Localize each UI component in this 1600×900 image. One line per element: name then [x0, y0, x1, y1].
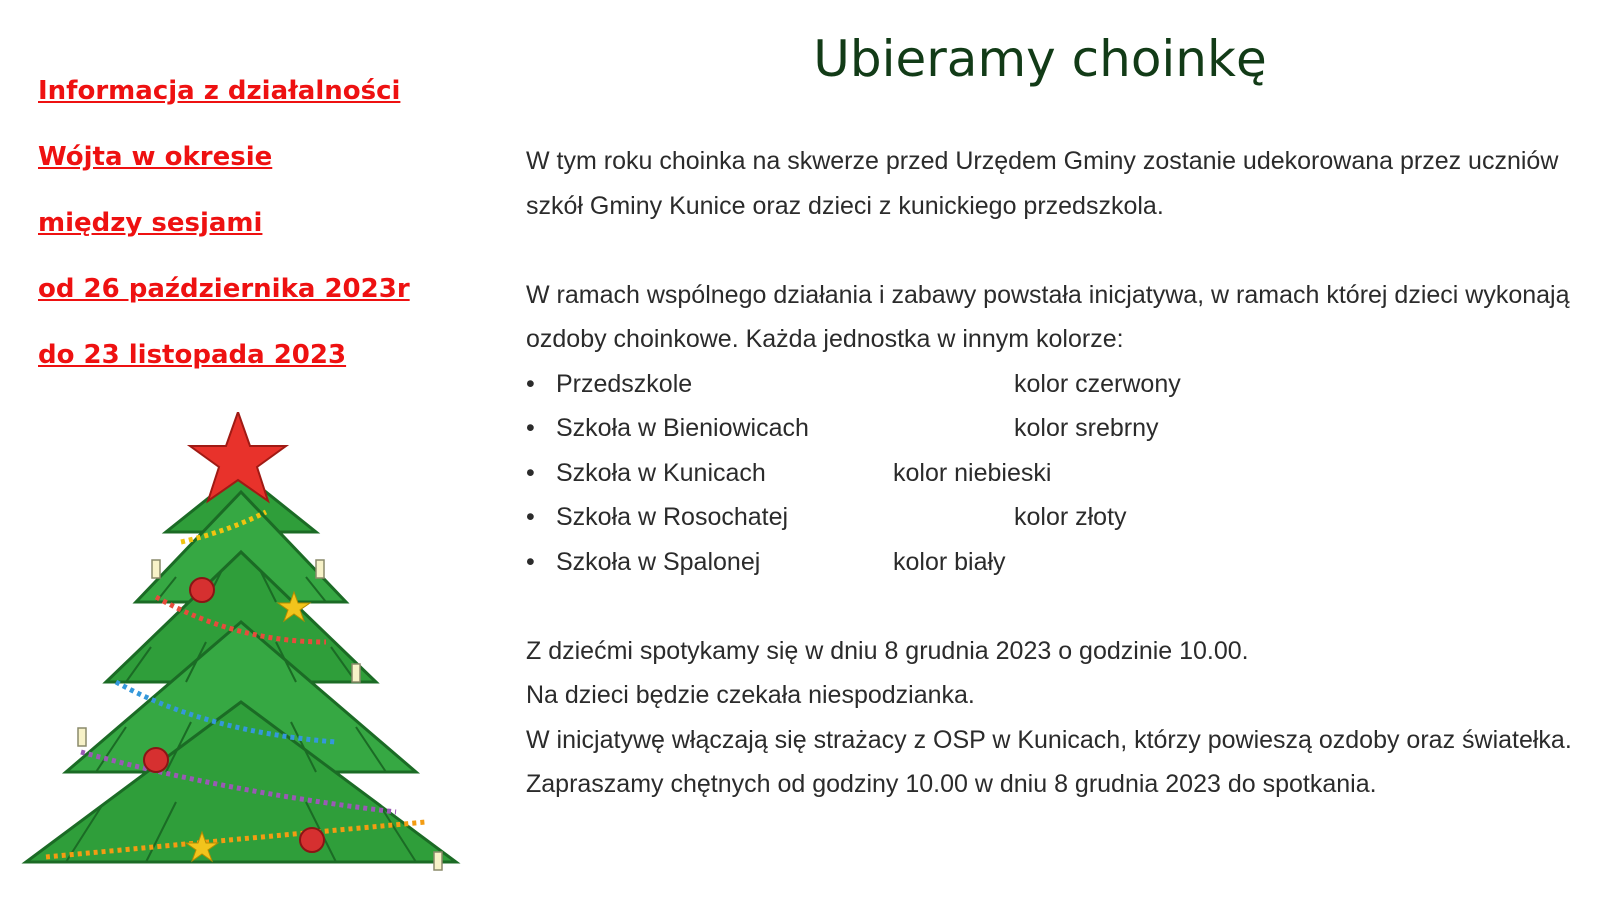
closing-line-3: W inicjatywę włączają się strażacy z OSP w Kunicach, którzy powieszą ozdoby oraz światełka. — [526, 725, 1572, 754]
list-item — [526, 495, 1576, 540]
units-list — [526, 362, 1576, 585]
unit-color: kolor niebieski — [893, 458, 1052, 487]
unit-color: kolor biały — [893, 547, 1006, 576]
bullet: • — [526, 547, 535, 576]
tree-body — [26, 472, 456, 862]
unit-name: Szkoła w Rosochatej — [556, 503, 789, 531]
unit-name: Przedszkole — [556, 369, 693, 398]
bullet: • — [526, 503, 535, 531]
list-item — [526, 406, 1576, 451]
list-item — [526, 540, 1576, 585]
christmas-tree-icon — [6, 412, 476, 882]
sidebar-line-4: od 26 października 2023r — [38, 274, 410, 304]
unit-color: kolor złoty — [1014, 503, 1127, 531]
sidebar-line-2: Wójta w okresie — [38, 142, 273, 172]
sidebar-line-3: między sesjami — [38, 208, 263, 238]
sidebar-line-1: Informacja z działalności — [38, 76, 401, 106]
intro-line-2: szkół Gminy Kunice oraz dzieci z kunickiego przedszkola. — [526, 191, 1164, 220]
bullet: • — [526, 458, 535, 487]
unit-color: kolor srebrny — [1014, 414, 1159, 442]
closing-line-2: Na dzieci będzie czekała niespodzianka. — [526, 681, 975, 709]
page-title: Ubieramy choinkę — [813, 30, 1267, 88]
closing-line-1: Z dziećmi spotykamy się w dniu 8 grudnia 2023 o godzinie 10.00. — [526, 636, 1249, 665]
unit-name: Szkoła w Spalonej — [556, 547, 761, 576]
intro-line-1: W tym roku choinka na skwerze przed Urzędem Gminy zostanie udekorowana przez uczniów — [526, 147, 1559, 175]
unit-name: Szkoła w Bieniowicach — [556, 414, 809, 442]
main-content — [526, 139, 1576, 807]
initiative-line-1: W ramach wspólnego działania i zabawy powstała inicjatywa, w ramach której dzieci wykonają — [526, 280, 1570, 309]
list-item — [526, 451, 1576, 496]
bullet: • — [526, 414, 535, 442]
bullet: • — [526, 369, 535, 398]
unit-color: kolor czerwony — [1014, 369, 1181, 398]
unit-name: Szkoła w Kunicach — [556, 458, 766, 487]
initiative-line-2: ozdoby choinkowe. Każda jednostka w innym kolorze: — [526, 325, 1124, 353]
sidebar-line-5: do 23 listopada 2023 — [38, 340, 347, 370]
sidebar-heading — [38, 58, 478, 388]
closing-line-4: Zapraszamy chętnych od godziny 10.00 w dniu 8 grudnia 2023 do spotkania. — [526, 770, 1377, 798]
list-item — [526, 362, 1576, 407]
